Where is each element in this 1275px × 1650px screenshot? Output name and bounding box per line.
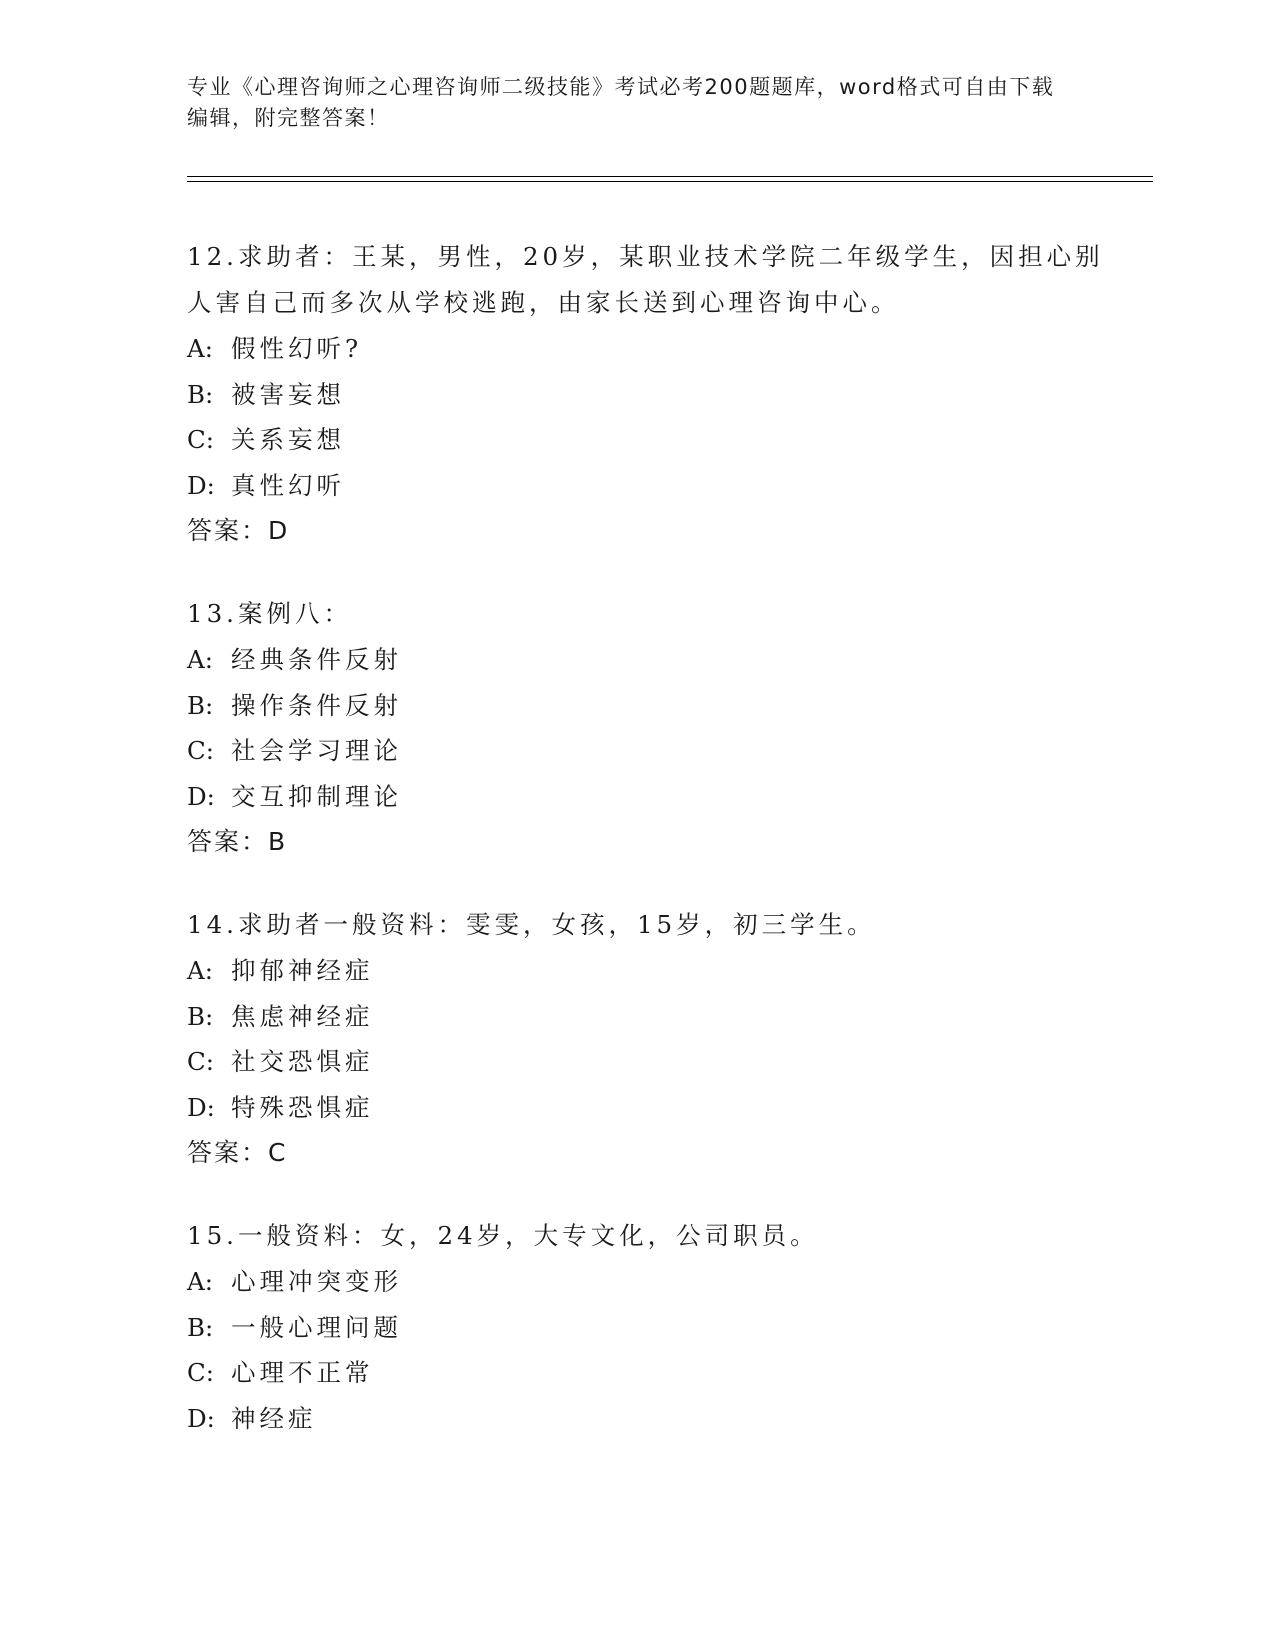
option-b <box>187 1305 1107 1351</box>
option-letter: A: <box>187 334 213 363</box>
option-d <box>187 1085 1107 1131</box>
option-text: 社会学习理论 <box>231 736 402 765</box>
option-c <box>187 417 1107 463</box>
question-12 <box>187 234 1107 554</box>
document-header: 专业《心理咨询师之心理咨询师二级技能》考试必考200题题库，word格式可自由下载编辑，附完整答案！ <box>187 75 1055 130</box>
option-b <box>187 683 1107 729</box>
option-letter: B: <box>187 690 214 720</box>
option-letter: C: <box>187 736 215 765</box>
option-text: 一般心理问题 <box>231 1312 402 1342</box>
option-a <box>187 637 1107 683</box>
option-text: 真性幻听 <box>231 470 345 500</box>
option-text: 神经症 <box>231 1403 317 1433</box>
option-text: 假性幻听? <box>231 334 363 363</box>
option-c <box>187 1039 1107 1085</box>
option-letter: C: <box>187 1047 215 1076</box>
option-letter: D: <box>187 1092 215 1122</box>
question-14 <box>187 902 1107 1176</box>
option-c <box>187 728 1107 774</box>
option-b <box>187 994 1107 1040</box>
option-b <box>187 372 1107 418</box>
option-text: 交互抑制理论 <box>231 781 402 811</box>
option-d <box>187 463 1107 509</box>
question-stem: 15.一般资料：女，24岁，大专文化，公司职员。 <box>187 1221 819 1250</box>
option-d <box>187 774 1107 820</box>
option-a <box>187 326 1107 372</box>
option-a <box>187 948 1107 994</box>
question-15 <box>187 1213 1107 1441</box>
option-a <box>187 1259 1107 1305</box>
question-stem: 14.求助者一般资料：雯雯，女孩，15岁，初三学生。 <box>187 910 876 939</box>
option-letter: A: <box>187 645 213 674</box>
option-text: 操作条件反射 <box>231 690 402 720</box>
option-text: 特殊恐惧症 <box>231 1092 374 1122</box>
question-list <box>187 234 1107 1478</box>
option-text: 抑郁神经症 <box>231 956 374 985</box>
option-letter: A: <box>187 1267 213 1296</box>
option-text: 被害妄想 <box>231 379 345 409</box>
header-divider-top <box>187 176 1153 177</box>
option-letter: C: <box>187 425 215 454</box>
option-letter: B: <box>187 379 214 409</box>
option-letter: A: <box>187 956 213 985</box>
answer-line: 答案：B <box>187 827 288 856</box>
question-13 <box>187 591 1107 865</box>
option-text: 焦虑神经症 <box>231 1001 374 1031</box>
header-divider-bottom <box>187 181 1153 182</box>
option-text: 关系妄想 <box>231 425 345 454</box>
option-letter: B: <box>187 1001 214 1031</box>
option-c <box>187 1350 1107 1396</box>
option-text: 经典条件反射 <box>231 645 402 674</box>
option-text: 心理不正常 <box>231 1358 374 1387</box>
option-letter: D: <box>187 1403 215 1433</box>
option-text: 社交恐惧症 <box>231 1047 374 1076</box>
question-stem: 13.案例八： <box>187 599 352 628</box>
option-letter: D: <box>187 781 215 811</box>
answer-line: 答案：D <box>187 516 290 545</box>
option-text: 心理冲突变形 <box>231 1267 402 1296</box>
question-stem: 12.求助者：王某，男性，20岁，某职业技术学院二年级学生，因担心别人害自己而多次从学校逃跑，由家长送到心理咨询中心。 <box>187 242 1104 317</box>
option-letter: D: <box>187 470 215 500</box>
answer-line: 答案：C <box>187 1138 288 1167</box>
option-d <box>187 1396 1107 1442</box>
option-letter: C: <box>187 1358 215 1387</box>
option-letter: B: <box>187 1312 214 1342</box>
